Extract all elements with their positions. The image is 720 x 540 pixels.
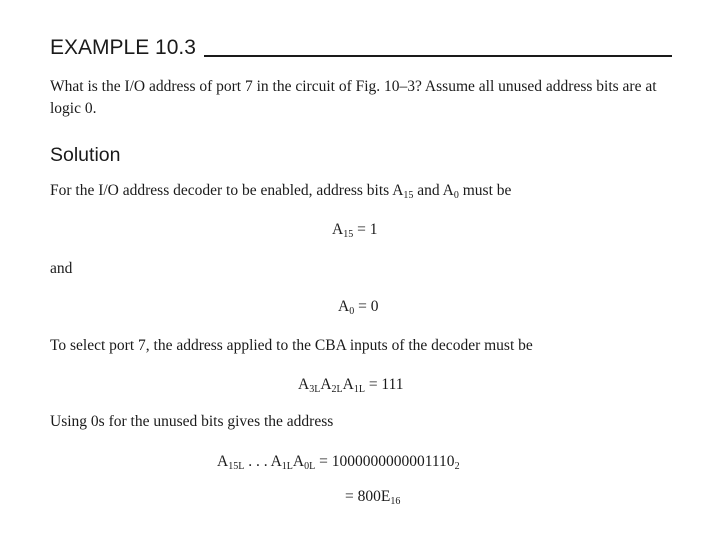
eq4-s3: 0L bbox=[304, 461, 316, 472]
header-rule bbox=[204, 55, 672, 57]
example-header bbox=[50, 26, 672, 58]
eq4-s1: 15L bbox=[228, 461, 245, 472]
eq4-rhs: = 1000000000001110 bbox=[315, 453, 455, 470]
eq3-rhs: = 111 bbox=[364, 376, 404, 393]
eq4-rhs-sub: 2 bbox=[454, 461, 460, 472]
para1-mid: and A bbox=[413, 182, 454, 199]
example-title: EXAMPLE 10.3 bbox=[50, 36, 196, 59]
eq2-rhs: = 0 bbox=[354, 298, 379, 315]
equation-full-address-binary bbox=[217, 451, 460, 473]
eq3-t2: A bbox=[320, 376, 332, 393]
eq2-base: A bbox=[338, 298, 350, 315]
question-text: What is the I/O address of port 7 in the circuit of Fig. 10–3? Assume all unused address bits are at logic 0. bbox=[50, 78, 657, 117]
decoder-enable-paragraph bbox=[50, 180, 680, 202]
equation-full-address-hex bbox=[345, 486, 400, 508]
eq3-t1: A bbox=[298, 376, 310, 393]
eq3-s2: 2L bbox=[331, 384, 343, 395]
eq4-t3: A bbox=[292, 453, 305, 470]
port-select-paragraph: To select port 7, the address applied to the CBA inputs of the decoder must be bbox=[50, 337, 533, 354]
eq1-base: A bbox=[332, 221, 344, 238]
para1-post: must be bbox=[458, 182, 512, 199]
equation-a15 bbox=[332, 219, 377, 241]
eq2-sub: 0 bbox=[349, 306, 355, 317]
eq3-t3: A bbox=[342, 376, 354, 393]
unused-bits-paragraph: Using 0s for the unused bits gives the address bbox=[50, 413, 334, 430]
eq5-sub: 16 bbox=[390, 496, 401, 507]
and-text: and bbox=[50, 260, 73, 277]
eq3-s3: 1L bbox=[353, 384, 365, 395]
solution-heading: Solution bbox=[50, 144, 121, 166]
para1-sub-0: 0 bbox=[453, 190, 459, 201]
eq1-rhs: = 1 bbox=[353, 221, 378, 238]
eq4-t2: A bbox=[270, 453, 282, 470]
para1-pre: For the I/O address decoder to be enabled, address bits A bbox=[50, 182, 404, 199]
para1-sub-15: 15 bbox=[403, 190, 414, 201]
equation-cba-inputs bbox=[298, 374, 404, 396]
eq5-lhs: = 800E bbox=[345, 488, 391, 505]
eq4-s2: 1L bbox=[281, 461, 293, 472]
eq1-sub: 15 bbox=[343, 229, 354, 240]
eq4-t1: A bbox=[217, 453, 229, 470]
eq3-s1: 3L bbox=[309, 384, 321, 395]
eq4-dots: . . . bbox=[244, 453, 271, 470]
equation-a0 bbox=[338, 296, 378, 318]
